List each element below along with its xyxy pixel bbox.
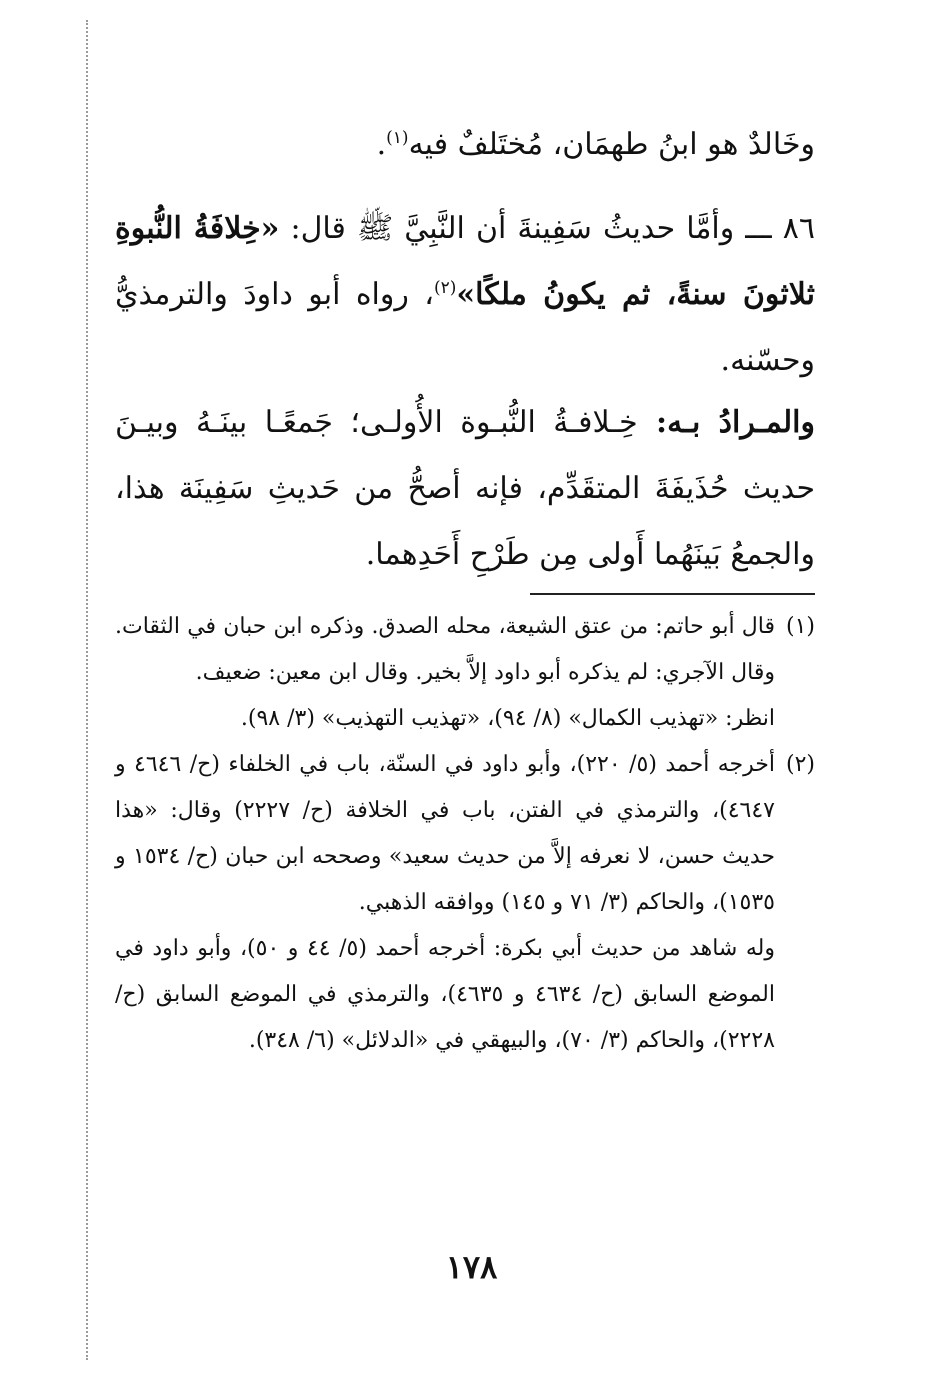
footnote-number: (١) — [785, 614, 815, 639]
footnote-1 — [115, 604, 815, 742]
footnote-reference-1: (١) — [386, 128, 409, 148]
paragraph-text: وخَالدٌ هو ابنُ طهمَان، مُختَلفٌ فيه — [408, 127, 815, 162]
footnote-number: (٢) — [785, 752, 815, 777]
footnote-paragraph: وله شاهد من حديث أبي بكرة: أخرجه أحمد (٥/ ٤٤ و ٥٠)، وأبو داود في الموضع السابق (ح/ ٤٦٣٤ و ٤٦٣٥)، والترمذي في الموضع السابق (ح/ ٢٢٢٨)، والحاكم (٣/ ٧٠)، والبيهقي في «الدلائل» (٦/ ٣٤٨). — [115, 936, 775, 1053]
footnote-2 — [115, 742, 815, 1064]
paragraph-lead: والمـرادُ بـه: — [637, 405, 815, 440]
footnotes-section — [115, 604, 815, 1064]
paragraph-text-source: ، رواه أبو داودَ والترمذيُّ وحسّنه. — [115, 277, 815, 378]
paragraph-hadith-86 — [115, 196, 815, 394]
page-binding-edge — [86, 20, 88, 1360]
paragraph-text: خِـلافـةُ النُّبـوة الأُولـى؛ جَمعًـا بينَـهُ وبيـنَ حديث حُذَيفَةَ المتقَدِّم، فإنه أصحُّ من حَديثِ سَفِينَة هذا، والجمعُ بَينَهُما أَولى مِن طَرْحِ أَحَدِهما. — [115, 405, 815, 572]
page-number: ١٧٨ — [445, 1248, 498, 1286]
hadith-quote: «خِلافَةُ النُّبوةِ ثلاثونَ سنةً، ثم يكونُ ملكًا» — [115, 211, 815, 312]
paragraph-meaning — [115, 390, 815, 588]
footnote-paragraph: أخرجه أحمد (٥/ ٢٢٠)، وأبو داود في السنّة، باب في الخلفاء (ح/ ٤٦٤٦ و ٤٦٤٧)، والترمذي في الفتن، باب في الخلافة (ح/ ٢٢٢٧) وقال: «هذا حديث حسن، لا نعرفه إلاَّ من حديث سعيد» وصححه ابن حبان (ح/ ١٥٣٤ و ١٥٣٥)، والحاكم (٣/ ٧١ و ١٤٥) ووافقه الذهبي. — [115, 752, 776, 915]
paragraph-text-intro: ٨٦ ـــ وأمَّا حديثُ سَفِينةَ أن النَّبِيَّ ﷺ قال: — [279, 211, 815, 246]
footnote-reference-2: (٢) — [433, 278, 457, 298]
footnote-paragraph: انظر: «تهذيب الكمال» (٨/ ٩٤)، «تهذيب التهذيب» (٣/ ٩٨). — [240, 706, 775, 731]
footnote-paragraph: قال أبو حاتم: من عتق الشيعة، محله الصدق. وذكره ابن حبان في الثقات. وقال الآجري: لم يذكره أبو داود إلاَّ بخير. وقال ابن معين: ضعيف. — [115, 614, 775, 685]
footnote-body — [115, 604, 775, 742]
paragraph-end: . — [376, 127, 387, 162]
paragraph-khalid-note — [115, 112, 815, 178]
footnote-divider — [530, 593, 815, 595]
footnote-body — [115, 742, 775, 1064]
